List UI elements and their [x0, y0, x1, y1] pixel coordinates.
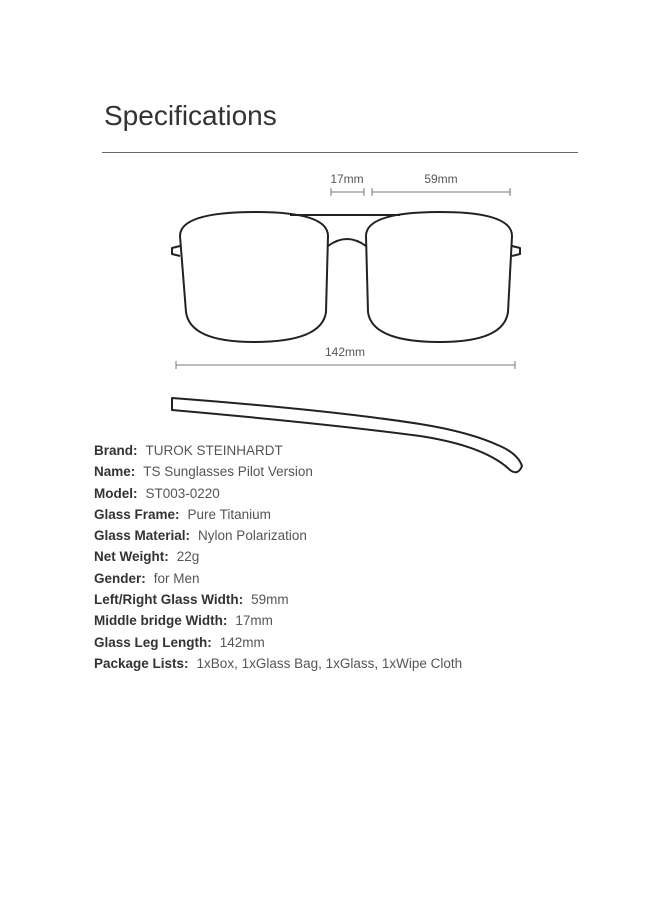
- spec-label: Brand:: [94, 443, 138, 458]
- spec-value: Pure Titanium: [187, 506, 271, 522]
- spec-label: Model:: [94, 485, 138, 501]
- spec-label: Glass Material:: [94, 528, 191, 544]
- spec-row-package: [94, 653, 462, 674]
- spec-label: Gender:: [94, 570, 146, 586]
- spec-row-glass-material: [94, 525, 462, 546]
- spec-row-name: [94, 461, 462, 482]
- spec-value: ST003-0220: [145, 485, 220, 501]
- spec-label: Package Lists:: [94, 655, 189, 671]
- left-hinge: [172, 246, 180, 256]
- spec-value: for Men: [153, 570, 200, 586]
- spec-label: Glass Leg Length:: [94, 634, 212, 650]
- right-hinge: [512, 246, 520, 256]
- spec-label: Net Weight:: [94, 549, 169, 565]
- spec-row-gender: [94, 568, 462, 589]
- spec-label: Middle bridge Width:: [94, 613, 228, 629]
- spec-value: 1xBox, 1xGlass Bag, 1xGlass, 1xWipe Cloth: [196, 655, 463, 671]
- glasses-front: [172, 212, 520, 342]
- spec-row-net-weight: [94, 546, 462, 567]
- spec-row-glass-width: [94, 589, 462, 610]
- bridge-dimension: [331, 188, 364, 196]
- page-title: Specifications: [104, 100, 277, 131]
- spec-row-leg-length: [94, 632, 462, 653]
- total-width-dimension: [176, 361, 515, 369]
- spec-label: Glass Frame:: [94, 506, 180, 522]
- spec-list: [94, 440, 462, 674]
- bridge-width-label: 17mm: [330, 172, 364, 186]
- spec-value: TUROK STEINHARDT: [145, 443, 283, 458]
- left-lens: [180, 212, 328, 342]
- nose-bridge: [328, 239, 366, 246]
- lens-dimension: [372, 188, 510, 196]
- total-width-label: 142mm: [324, 345, 366, 359]
- spec-value: Nylon Polarization: [198, 528, 307, 544]
- spec-row-brand: [94, 440, 462, 461]
- spec-label: Left/Right Glass Width:: [94, 592, 244, 608]
- spec-label: Name:: [94, 464, 136, 480]
- spec-row-glass-frame: [94, 504, 462, 525]
- spec-row-model: [94, 483, 462, 504]
- spec-value: 59mm: [251, 592, 289, 608]
- spec-value: TS Sunglasses Pilot Version: [143, 464, 313, 480]
- right-lens: [366, 212, 512, 342]
- spec-value: 22g: [176, 549, 200, 565]
- spec-value: 142mm: [219, 634, 265, 650]
- spec-row-bridge-width: [94, 610, 462, 631]
- lens-width-label: 59mm: [424, 172, 458, 186]
- spec-value: 17mm: [235, 613, 273, 629]
